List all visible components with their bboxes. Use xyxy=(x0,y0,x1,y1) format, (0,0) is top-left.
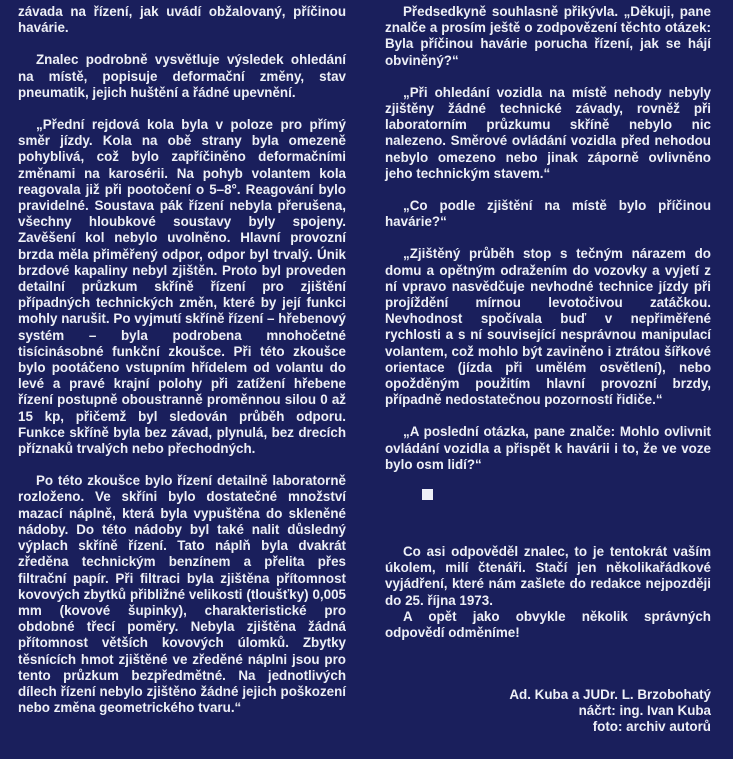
right-column xyxy=(385,4,711,735)
reader-question-paragraph: Co asi odpověděl znalec, to je tentokrát vaším úkolem, milí čtenáři. Stačí jen několikařádkové vyjádření, které nám zašlete do redakce nejpozději do 25. října 1973. xyxy=(385,544,711,608)
credits xyxy=(385,687,711,735)
credits-authors: Ad. Kuba a JUDr. L. Brzobohatý xyxy=(509,687,711,703)
article-paragraph-6: „Při ohledání vozidla na místě nehody nebyly zjištěny žádné technické závady, rovněž při laboratorním průzkumu skříně nebylo nic nalezeno. Směrové ovládání vozidla před nehodou nebylo omezeno nebo jinak záporně ovlivněno jeho technickým stavem.“ xyxy=(385,84,711,181)
credits-photo: foto: archiv autorů xyxy=(592,719,711,735)
article-paragraph-2: Znalec podrobně vysvětluje výsledek ohledání na místě, popisuje deformační změny, stav pneumatik, jejich huštění a řádné upevnění. xyxy=(18,52,346,100)
article-paragraph-4: Po této zkoušce bylo řízení detailně laboratorně rozloženo. Ve skříni bylo dostatečné množství mazací náplně, která byla vypuštěna do skleněné nádoby. Do této nádoby byl také nalit důsledný výplach skříně řízení. Tato náplň byla dvakrát zředěna technickým benzínem a přelita přes filtrační papír. Při filtraci byla zjištěna přítomnost kovových zbytků přibližné velikosti (tloušťky) 0,005 mm (kovové šupinky), charakteristické pro obdobné třecí poměry. Nebyla zjištěna žádná přítomnost větších kovových úlomků. Zbytky těsnících hmot zjištěné ve zředěné náplni jsou pro tento průzkum bezpředmětné. Na jednotlivých dílech řízení nebylo zjištěno žádné jejich poškození nebo změna geometrického tvaru.“ xyxy=(18,473,346,716)
article-paragraph-9: „A poslední otázka, pane znalče: Mohlo ovlivnit ovládání vozidla a přispět k havárii i to, že ve voze bylo osm lidí?“ xyxy=(385,424,711,472)
reader-reward-paragraph: A opět jako obvykle několik správných odpovědí odměníme! xyxy=(385,608,711,641)
article-paragraph-7: „Co podle zjištění na místě bylo příčinou havárie?“ xyxy=(385,198,711,230)
section-end-square-icon xyxy=(422,489,433,500)
article-paragraph-3: „Přední rejdová kola byla v poloze pro přímý směr jízdy. Kola na obě strany byla omezeně pohyblivá, což bylo zapříčiněno deformačními změnami na karosérii. Na pohyb volantem kola reagovala již při pootočení o 5–8°. Reagování bylo pravidelné. Soustava pák řízení nebyla přerušena, všechny hloubkové soustavy byly spojeny. Zavěšení kol nebylo uvolněno. Hlavní provozní brzda měla přiměřený odpor, odpor byl trvalý. Únik brzdové kapaliny nebyl zjištěn. Proto byl proveden detailní průzkum skříně řízení pro zjištění případných technických změn, které by její funkci mohly narušit. Po vyjmutí skříně řízení – hřebenový systém – byla podrobena mnohočetné tisícinásobné funkční zkoušce. Při této zkoušce bylo pootáčeno vstupním hřídelem od volantu do levé a pravé krajní polohy při zatížení hřebene řízení postupně oboustranně proměnnou silou 0 až 15 kp, přičemž byl sledován průběh odporu. Funkce skříně byla bez závad, plynulá, bez drecích příznaků trvalých nebo přechodných. xyxy=(18,117,346,457)
left-column xyxy=(18,4,346,732)
article-paragraph-5: Předsedkyně souhlasně přikývla. „Děkuji, pane znalče a prosím ještě o zodpovězení těchto otázek: Byla příčinou havárie porucha řízení, jak se hájí obviněný?“ xyxy=(385,4,711,68)
article-paragraph-8: „Zjištěný průběh stop s tečným nárazem do domu a opětným odražením do vozovky a vyjetí z ní vpravo nasvědčuje nevhodné technice jízdy při projíždění mírnou levotočivou zatáčkou. Nevhodnost spočívala buď v nepřiměřené rychlosti a s ní související nesprávnou manipulací volantem, což mohlo být zaviněno i ztrátou šířkové orientace (jízda při umělém osvětlení), nebo opožděným použitím hlavní provozní brzdy, případně nedostatečnou pozorností řidiče.“ xyxy=(385,246,711,408)
credits-drawing: náčrt: ing. Ivan Kuba xyxy=(578,703,711,719)
article-paragraph-1: závada na řízení, jak uvádí obžalovaný, příčinou havárie. xyxy=(18,4,346,36)
